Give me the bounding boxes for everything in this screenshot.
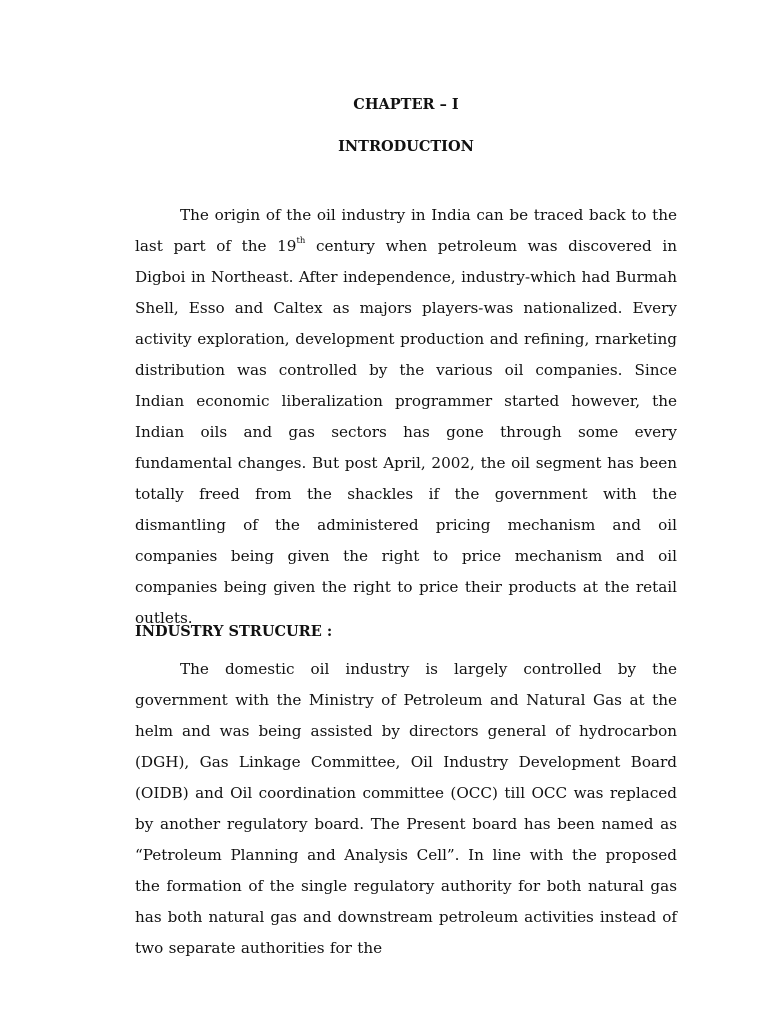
industry-structure-heading: INDUSTRY STRUCURE : [135,623,333,640]
chapter-heading: CHAPTER – I [353,96,459,113]
paragraph-text-start: The origin of the oil industry in India can be traced back to the last part of the 19 [135,206,677,255]
intro-paragraph [135,200,677,634]
paragraph-text-end: century when petroleum was discovered in Digboi in Northeast. After independence, industry-which had Burmah Shell, Esso and Caltex as majors players-was nationalized. Every activity exploration, development production and refining, rnarketing distribution was controlled by the various oil companies. Since Indian economic liberalization programmer started however, the Indian oils and gas sectors has gone through some every fundamental changes. But post April, 2002, the oil segment has been totally freed from the shackles if the government with the dismantling of the administered pricing mechanism and oil companies being given the right to price mechanism and oil companies being given the right to price their products at the retail outlets. [135,237,677,627]
industry-structure-paragraph: The domestic oil industry is largely controlled by the government with the Ministry of Petroleum and Natural Gas at the helm and was being assisted by directors general of hydrocarbon (DGH), Gas Linkage Committee, Oil Industry Development Board (OIDB) and Oil coordination committee (OCC) till OCC was replaced by another regulatory board. The Present board has been named as “Petroleum Planning and Analysis Cell”. In line with the proposed the formation of the single regulatory authority for both natural gas has both natural gas and downstream petroleum activities instead of two separate authorities for the [135,660,677,957]
section-title: INTRODUCTION [338,138,474,155]
ordinal-superscript: th [296,235,306,246]
